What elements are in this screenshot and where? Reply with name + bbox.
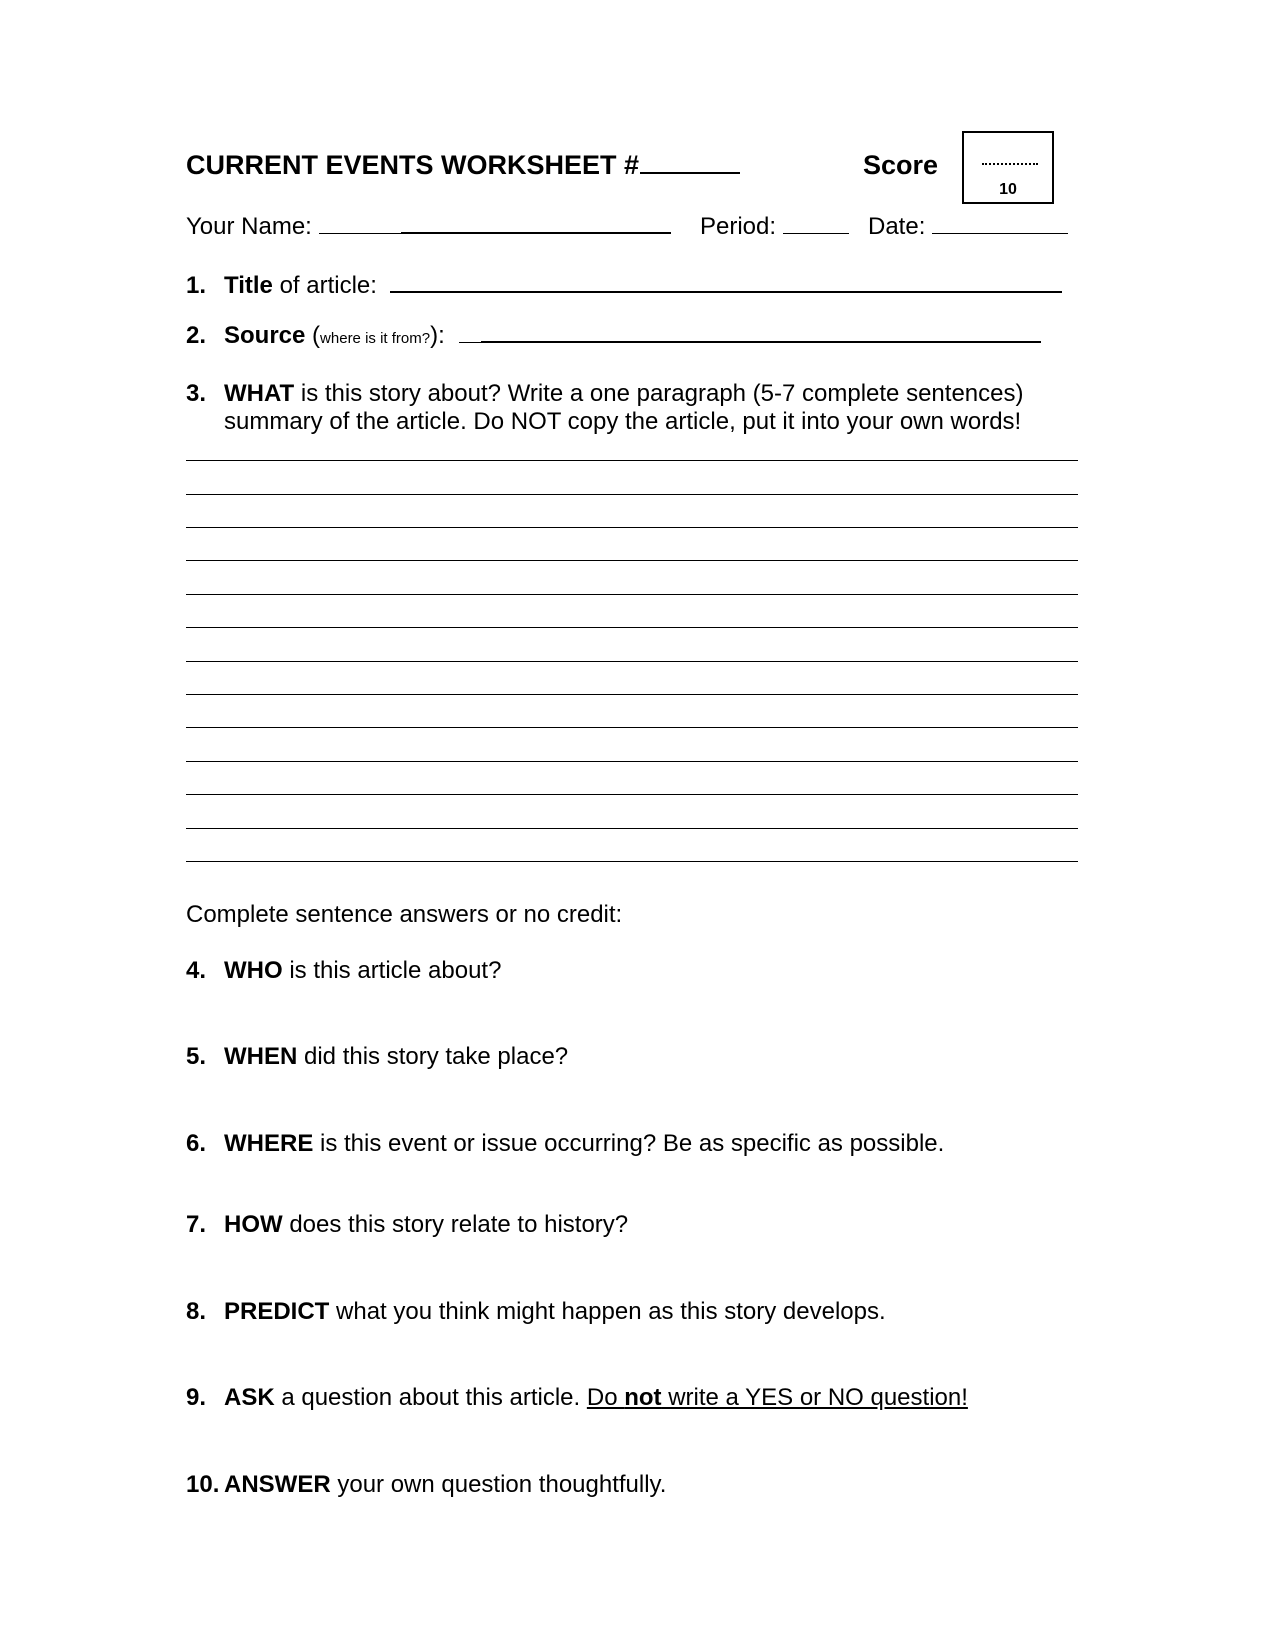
- emphasis-not: not: [624, 1384, 662, 1411]
- question-2: [186, 322, 1041, 350]
- emphasis-part: Do: [586, 1384, 625, 1411]
- question-6: [186, 1130, 944, 1158]
- summary-line[interactable]: [186, 861, 1078, 862]
- question-keyword: Title: [224, 272, 273, 299]
- emphasis-part: write a YES or NO question!: [661, 1384, 968, 1411]
- question-number: 2.: [186, 322, 207, 349]
- question-keyword: WHAT: [224, 380, 295, 407]
- name-blank[interactable]: [401, 214, 671, 234]
- question-text: is this article about?: [282, 957, 502, 984]
- summary-line[interactable]: [186, 828, 1078, 829]
- period-label: Period:: [700, 213, 777, 240]
- question-keyword: ASK: [224, 1384, 275, 1411]
- summary-line[interactable]: [186, 794, 1078, 795]
- question-text: a question about this article.: [274, 1384, 587, 1411]
- question-number: 4.: [186, 957, 207, 984]
- period-blank[interactable]: [783, 215, 849, 234]
- source-answer-blank[interactable]: [481, 323, 1041, 343]
- question-keyword: Source: [224, 322, 306, 349]
- question-text: is this event or issue occurring? Be as specific as possible.: [313, 1130, 945, 1157]
- question-keyword: WHERE: [224, 1130, 314, 1157]
- summary-line[interactable]: [186, 727, 1078, 728]
- question-number: 3.: [186, 380, 207, 407]
- question-paren-open: (: [305, 322, 321, 349]
- name-row: [186, 213, 671, 241]
- score-box[interactable]: [962, 131, 1054, 204]
- instruction-text: Complete sentence answers or no credit:: [186, 901, 623, 928]
- worksheet-title-text: CURRENT EVENTS WORKSHEET #: [186, 150, 640, 180]
- summary-line[interactable]: [186, 494, 1078, 495]
- summary-line[interactable]: [186, 761, 1078, 762]
- question-8: [186, 1298, 886, 1326]
- name-label: Your Name:: [186, 213, 312, 240]
- score-label: Score: [863, 150, 939, 180]
- score-blank: [982, 163, 1038, 165]
- summary-line[interactable]: [186, 460, 1078, 461]
- question-text: your own question thoughtfully.: [330, 1471, 667, 1498]
- date-label: Date:: [868, 213, 926, 240]
- summary-line[interactable]: [186, 594, 1078, 595]
- question-3: [186, 380, 1023, 408]
- score-max: 10: [999, 181, 1017, 198]
- question-number: 1.: [186, 272, 207, 299]
- question-10: [186, 1471, 666, 1499]
- date-row: [868, 213, 1068, 241]
- summary-line[interactable]: [186, 661, 1078, 662]
- summary-line[interactable]: [186, 560, 1078, 561]
- question-number: 6.: [186, 1130, 207, 1157]
- question-9: [186, 1384, 968, 1412]
- question-text: did this story take place?: [297, 1043, 569, 1070]
- summary-line[interactable]: [186, 627, 1078, 628]
- question-note: where is it from?: [320, 330, 431, 347]
- source-blank-thin[interactable]: [459, 324, 481, 343]
- period-row: [700, 213, 849, 241]
- date-blank[interactable]: [932, 215, 1068, 234]
- question-keyword: WHEN: [224, 1043, 298, 1070]
- worksheet-number-blank[interactable]: [640, 152, 740, 174]
- question-keyword: HOW: [224, 1211, 283, 1238]
- worksheet-title: [186, 150, 740, 181]
- question-text: of article:: [272, 272, 377, 299]
- question-4: [186, 957, 501, 985]
- question-keyword: PREDICT: [224, 1298, 330, 1325]
- question-keyword: ANSWER: [224, 1471, 331, 1498]
- question-keyword: WHO: [224, 957, 283, 984]
- summary-line[interactable]: [186, 527, 1078, 528]
- question-number: 9.: [186, 1384, 207, 1411]
- summary-line[interactable]: [186, 694, 1078, 695]
- question-emphasis: [587, 1384, 968, 1411]
- question-number: 5.: [186, 1043, 207, 1070]
- question-text-line1: is this story about? Write a one paragraph (5-7 complete sentences): [294, 380, 1024, 407]
- question-paren-close: ):: [430, 322, 445, 349]
- question-number: 8.: [186, 1298, 207, 1325]
- question-text: what you think might happen as this story develops.: [329, 1298, 886, 1325]
- question-3-line2: summary of the article. Do NOT copy the article, put it into your own words!: [224, 408, 1022, 435]
- question-number: 7.: [186, 1211, 207, 1238]
- question-5: [186, 1043, 568, 1071]
- question-number: 10.: [186, 1471, 220, 1498]
- name-blank-thin[interactable]: [319, 215, 401, 234]
- question-7: [186, 1211, 628, 1239]
- question-1: [186, 272, 1062, 300]
- title-answer-blank[interactable]: [390, 273, 1062, 293]
- question-text: does this story relate to history?: [282, 1211, 629, 1238]
